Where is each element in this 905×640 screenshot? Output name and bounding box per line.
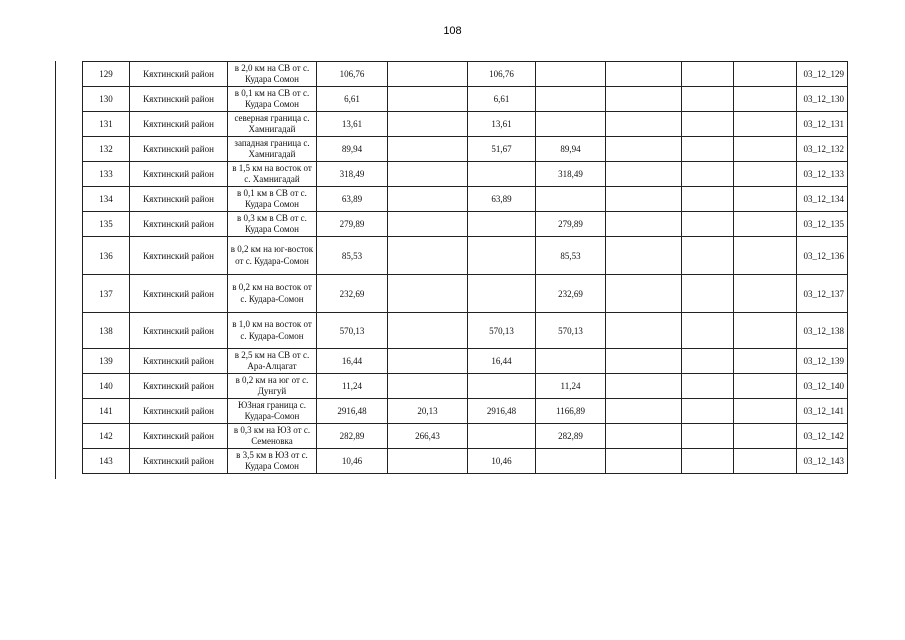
district-cell: Кяхтинский район bbox=[130, 187, 228, 212]
empty-cell bbox=[606, 137, 682, 162]
table-row bbox=[83, 137, 848, 162]
empty-cell bbox=[734, 62, 797, 87]
code-cell: 03_12_134 bbox=[797, 187, 848, 212]
value-cell-3 bbox=[536, 112, 606, 137]
value-cell-2: 13,61 bbox=[468, 112, 536, 137]
location-cell: в 0,2 км на юг-восток от с. Кудара-Сомон bbox=[228, 237, 317, 275]
value-cell-1 bbox=[388, 449, 468, 474]
district-cell: Кяхтинский район bbox=[130, 112, 228, 137]
area-cell: 13,61 bbox=[317, 112, 388, 137]
area-cell: 85,53 bbox=[317, 237, 388, 275]
area-cell: 106,76 bbox=[317, 62, 388, 87]
empty-cell bbox=[734, 237, 797, 275]
empty-cell bbox=[606, 87, 682, 112]
area-cell: 11,24 bbox=[317, 374, 388, 399]
location-cell: северная граница с. Хамнигадай bbox=[228, 112, 317, 137]
empty-cell bbox=[734, 399, 797, 424]
row-number-cell: 136 bbox=[83, 237, 130, 275]
value-cell-1 bbox=[388, 112, 468, 137]
row-number-cell: 130 bbox=[83, 87, 130, 112]
row-number-cell: 134 bbox=[83, 187, 130, 212]
empty-cell bbox=[606, 374, 682, 399]
location-cell: западная граница с. Хамнигадай bbox=[228, 137, 317, 162]
location-cell: в 2,0 км на СВ от с. Кудара Сомон bbox=[228, 62, 317, 87]
empty-cell bbox=[682, 162, 734, 187]
empty-cell bbox=[734, 212, 797, 237]
row-number-cell: 140 bbox=[83, 374, 130, 399]
value-cell-3 bbox=[536, 87, 606, 112]
table-row bbox=[83, 424, 848, 449]
value-cell-2: 106,76 bbox=[468, 62, 536, 87]
table-row bbox=[83, 449, 848, 474]
district-cell: Кяхтинский район bbox=[130, 374, 228, 399]
row-number-cell: 138 bbox=[83, 313, 130, 349]
value-cell-3: 282,89 bbox=[536, 424, 606, 449]
empty-cell bbox=[682, 137, 734, 162]
row-number-cell: 143 bbox=[83, 449, 130, 474]
location-cell: в 1,5 км на восток от с. Хамнигадай bbox=[228, 162, 317, 187]
empty-cell bbox=[606, 212, 682, 237]
value-cell-1 bbox=[388, 237, 468, 275]
empty-cell bbox=[734, 162, 797, 187]
table-row bbox=[83, 237, 848, 275]
value-cell-1: 266,43 bbox=[388, 424, 468, 449]
table-row bbox=[83, 399, 848, 424]
value-cell-1 bbox=[388, 87, 468, 112]
code-cell: 03_12_142 bbox=[797, 424, 848, 449]
location-cell: в 1,0 км на восток от с. Кудара-Сомон bbox=[228, 313, 317, 349]
value-cell-3: 318,49 bbox=[536, 162, 606, 187]
area-cell: 16,44 bbox=[317, 349, 388, 374]
empty-cell bbox=[682, 112, 734, 137]
empty-cell bbox=[682, 212, 734, 237]
value-cell-2: 10,46 bbox=[468, 449, 536, 474]
empty-cell bbox=[606, 187, 682, 212]
value-cell-2 bbox=[468, 374, 536, 399]
area-cell: 279,89 bbox=[317, 212, 388, 237]
table-row bbox=[83, 275, 848, 313]
location-cell: в 0,3 км в СВ от с. Кудара Сомон bbox=[228, 212, 317, 237]
empty-cell bbox=[606, 237, 682, 275]
value-cell-1 bbox=[388, 374, 468, 399]
empty-cell bbox=[606, 399, 682, 424]
location-cell: ЮЗная граница с. Кудара-Сомон bbox=[228, 399, 317, 424]
value-cell-2: 51,67 bbox=[468, 137, 536, 162]
empty-cell bbox=[606, 62, 682, 87]
table-row bbox=[83, 87, 848, 112]
row-number-cell: 135 bbox=[83, 212, 130, 237]
value-cell-2: 2916,48 bbox=[468, 399, 536, 424]
district-cell: Кяхтинский район bbox=[130, 349, 228, 374]
district-cell: Кяхтинский район bbox=[130, 237, 228, 275]
district-cell: Кяхтинский район bbox=[130, 62, 228, 87]
empty-cell bbox=[734, 275, 797, 313]
table-row bbox=[83, 374, 848, 399]
district-cell: Кяхтинский район bbox=[130, 137, 228, 162]
area-cell: 318,49 bbox=[317, 162, 388, 187]
code-cell: 03_12_129 bbox=[797, 62, 848, 87]
value-cell-2: 6,61 bbox=[468, 87, 536, 112]
area-cell: 2916,48 bbox=[317, 399, 388, 424]
area-cell: 6,61 bbox=[317, 87, 388, 112]
value-cell-3 bbox=[536, 187, 606, 212]
code-cell: 03_12_140 bbox=[797, 374, 848, 399]
code-cell: 03_12_138 bbox=[797, 313, 848, 349]
district-cell: Кяхтинский район bbox=[130, 87, 228, 112]
row-number-cell: 132 bbox=[83, 137, 130, 162]
district-cell: Кяхтинский район bbox=[130, 449, 228, 474]
table-row bbox=[83, 162, 848, 187]
location-cell: в 3,5 км в ЮЗ от с. Кудара Сомон bbox=[228, 449, 317, 474]
empty-cell bbox=[734, 449, 797, 474]
code-cell: 03_12_139 bbox=[797, 349, 848, 374]
value-cell-1 bbox=[388, 349, 468, 374]
code-cell: 03_12_143 bbox=[797, 449, 848, 474]
empty-cell bbox=[682, 449, 734, 474]
empty-cell bbox=[682, 313, 734, 349]
empty-cell bbox=[682, 187, 734, 212]
value-cell-1 bbox=[388, 275, 468, 313]
value-cell-3: 570,13 bbox=[536, 313, 606, 349]
value-cell-3 bbox=[536, 449, 606, 474]
table-row bbox=[83, 112, 848, 137]
row-number-cell: 137 bbox=[83, 275, 130, 313]
value-cell-3 bbox=[536, 62, 606, 87]
value-cell-3: 1166,89 bbox=[536, 399, 606, 424]
empty-cell bbox=[734, 313, 797, 349]
value-cell-1 bbox=[388, 137, 468, 162]
empty-cell bbox=[682, 62, 734, 87]
row-number-cell: 131 bbox=[83, 112, 130, 137]
code-cell: 03_12_131 bbox=[797, 112, 848, 137]
value-cell-3: 89,94 bbox=[536, 137, 606, 162]
empty-cell bbox=[682, 349, 734, 374]
value-cell-2 bbox=[468, 162, 536, 187]
row-number-cell: 139 bbox=[83, 349, 130, 374]
table-row bbox=[83, 313, 848, 349]
area-cell: 232,69 bbox=[317, 275, 388, 313]
empty-cell bbox=[606, 349, 682, 374]
empty-cell bbox=[682, 374, 734, 399]
empty-cell bbox=[734, 112, 797, 137]
empty-cell bbox=[682, 87, 734, 112]
location-cell: в 0,2 км на восток от с. Кудара-Сомон bbox=[228, 275, 317, 313]
value-cell-1 bbox=[388, 187, 468, 212]
page-number: 108 bbox=[443, 25, 462, 37]
empty-cell bbox=[682, 275, 734, 313]
value-cell-2: 16,44 bbox=[468, 349, 536, 374]
empty-cell bbox=[734, 87, 797, 112]
empty-cell bbox=[734, 137, 797, 162]
value-cell-3: 279,89 bbox=[536, 212, 606, 237]
empty-cell bbox=[682, 424, 734, 449]
value-cell-2: 63,89 bbox=[468, 187, 536, 212]
margin-rule bbox=[55, 61, 56, 479]
area-cell: 63,89 bbox=[317, 187, 388, 212]
empty-cell bbox=[606, 162, 682, 187]
location-cell: в 0,1 км на СВ от с. Кудара Сомон bbox=[228, 87, 317, 112]
table-row bbox=[83, 187, 848, 212]
value-cell-1: 20,13 bbox=[388, 399, 468, 424]
row-number-cell: 133 bbox=[83, 162, 130, 187]
code-cell: 03_12_135 bbox=[797, 212, 848, 237]
row-number-cell: 141 bbox=[83, 399, 130, 424]
empty-cell bbox=[734, 349, 797, 374]
value-cell-2 bbox=[468, 275, 536, 313]
area-cell: 89,94 bbox=[317, 137, 388, 162]
district-cell: Кяхтинский район bbox=[130, 399, 228, 424]
empty-cell bbox=[606, 449, 682, 474]
land-register-table bbox=[82, 61, 848, 474]
empty-cell bbox=[734, 374, 797, 399]
location-cell: в 0,2 км на юг от с. Дунгуй bbox=[228, 374, 317, 399]
value-cell-3 bbox=[536, 349, 606, 374]
code-cell: 03_12_133 bbox=[797, 162, 848, 187]
value-cell-1 bbox=[388, 313, 468, 349]
empty-cell bbox=[682, 399, 734, 424]
empty-cell bbox=[734, 187, 797, 212]
code-cell: 03_12_132 bbox=[797, 137, 848, 162]
location-cell: в 2,5 км на СВ от с. Ара-Алцагат bbox=[228, 349, 317, 374]
code-cell: 03_12_130 bbox=[797, 87, 848, 112]
table-row bbox=[83, 349, 848, 374]
value-cell-1 bbox=[388, 212, 468, 237]
value-cell-3: 85,53 bbox=[536, 237, 606, 275]
district-cell: Кяхтинский район bbox=[130, 313, 228, 349]
district-cell: Кяхтинский район bbox=[130, 162, 228, 187]
empty-cell bbox=[606, 112, 682, 137]
value-cell-2 bbox=[468, 212, 536, 237]
value-cell-1 bbox=[388, 162, 468, 187]
value-cell-2 bbox=[468, 424, 536, 449]
location-cell: в 0,3 км на ЮЗ от с. Семеновка bbox=[228, 424, 317, 449]
row-number-cell: 129 bbox=[83, 62, 130, 87]
location-cell: в 0,1 км в СВ от с. Кудара Сомон bbox=[228, 187, 317, 212]
district-cell: Кяхтинский район bbox=[130, 275, 228, 313]
district-cell: Кяхтинский район bbox=[130, 424, 228, 449]
code-cell: 03_12_141 bbox=[797, 399, 848, 424]
area-cell: 570,13 bbox=[317, 313, 388, 349]
value-cell-2 bbox=[468, 237, 536, 275]
empty-cell bbox=[606, 424, 682, 449]
empty-cell bbox=[606, 275, 682, 313]
empty-cell bbox=[682, 237, 734, 275]
empty-cell bbox=[606, 313, 682, 349]
code-cell: 03_12_136 bbox=[797, 237, 848, 275]
table-row bbox=[83, 212, 848, 237]
area-cell: 282,89 bbox=[317, 424, 388, 449]
row-number-cell: 142 bbox=[83, 424, 130, 449]
value-cell-3: 11,24 bbox=[536, 374, 606, 399]
value-cell-3: 232,69 bbox=[536, 275, 606, 313]
district-cell: Кяхтинский район bbox=[130, 212, 228, 237]
code-cell: 03_12_137 bbox=[797, 275, 848, 313]
empty-cell bbox=[734, 424, 797, 449]
value-cell-2: 570,13 bbox=[468, 313, 536, 349]
area-cell: 10,46 bbox=[317, 449, 388, 474]
value-cell-1 bbox=[388, 62, 468, 87]
table-body bbox=[83, 62, 848, 474]
table-row bbox=[83, 62, 848, 87]
